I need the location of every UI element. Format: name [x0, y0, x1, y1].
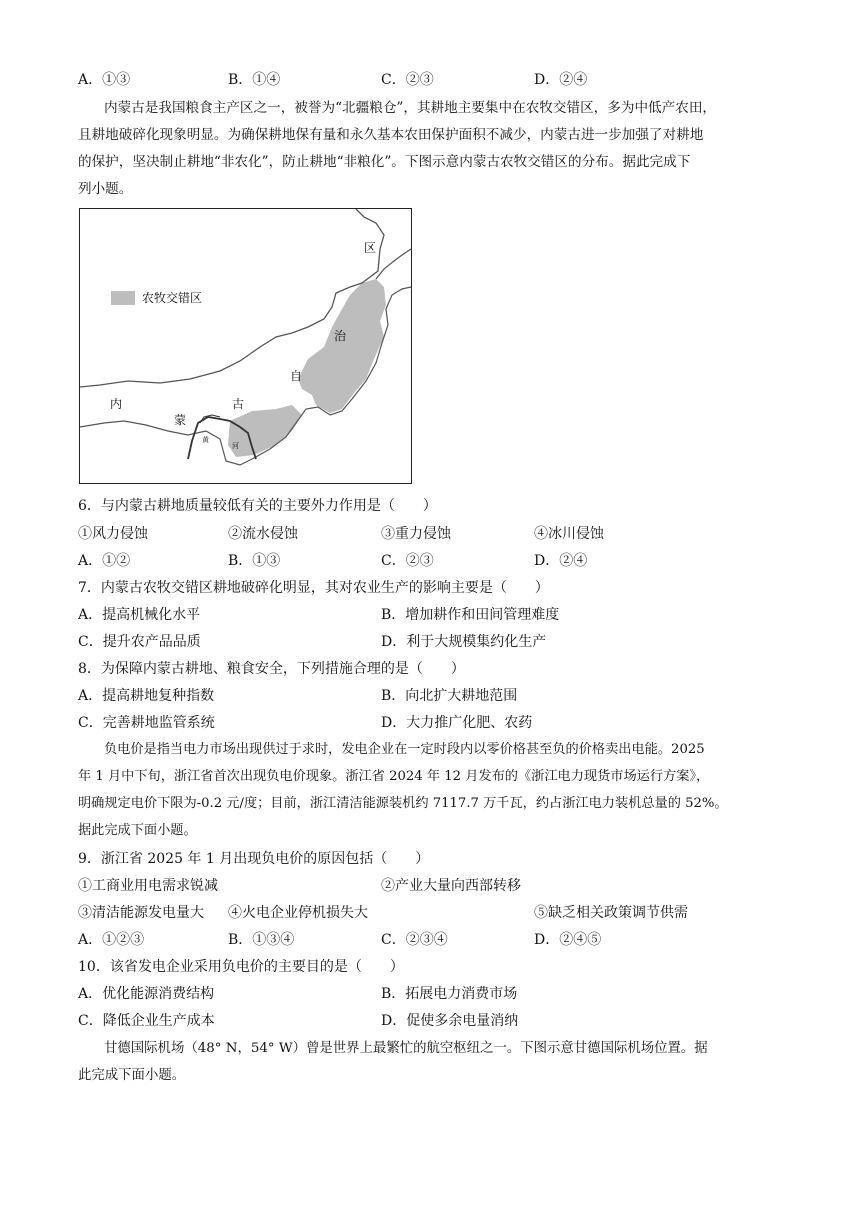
passage2-line: 年 1 月中下旬，浙江省首次出现负电价现象。浙江省 2024 年 12 月发布的《浙江电力现货市场运行方案》，	[78, 769, 710, 784]
option-d: D．②④	[534, 72, 588, 88]
region-char: 自	[290, 369, 303, 383]
question-8-options-row2	[78, 713, 778, 733]
item: ③清洁能源发电量大	[78, 905, 204, 921]
question-6-items	[78, 524, 778, 544]
river-char: 河	[232, 442, 239, 450]
passage2-line: 明确规定电价下限为-0.2 元/度；目前，浙江清洁能源装机约 7117.7 万千瓦，约占浙江电力装机总量的 52%。	[78, 796, 728, 811]
passage2-line: 据此完成下面小题。	[78, 823, 197, 838]
national-border-east	[376, 249, 411, 279]
question-10-options-row2	[78, 1011, 778, 1031]
agro-pastoral-zone-ne	[298, 279, 386, 413]
option-c: C．降低企业生产成本	[78, 1013, 215, 1029]
item: ④火电企业停机损失大	[228, 905, 368, 921]
item: ①工商业用电需求锐减	[78, 878, 218, 894]
legend-swatch	[111, 291, 135, 305]
option-b: B．①④	[228, 72, 281, 88]
option-b: B．拓展电力消费市场	[381, 986, 518, 1002]
question-10-stem: 10．该省发电企业采用负电价的主要目的是（ ）	[78, 959, 404, 975]
question-8-options-row1	[78, 686, 778, 706]
question-9-stem: 9．浙江省 2025 年 1 月出现负电价的原因包括（ ）	[78, 851, 430, 867]
inner-mongolia-map	[79, 208, 412, 484]
passage1-line: 的保护，坚决制止耕地“非农化”，防止耕地“非粮化”。下图示意内蒙古农牧交错区的分布。据此完成下	[78, 154, 691, 170]
item: ③重力侵蚀	[381, 526, 451, 542]
option-d: D．②④⑤	[534, 932, 602, 948]
question-9-items-row2	[78, 903, 778, 923]
top-options-row	[78, 70, 778, 90]
map-svg	[80, 209, 411, 483]
option-a: A．①②	[78, 553, 131, 569]
question-6-stem: 6．与内蒙古耕地质量较低有关的主要外力作用是（ ）	[78, 498, 437, 514]
item: ②产业大量向西部转移	[381, 878, 521, 894]
option-a: A．优化能源消费结构	[78, 986, 215, 1002]
option-c: C．②③	[381, 553, 434, 569]
region-char: 区	[364, 241, 377, 255]
question-7-options-row1	[78, 605, 778, 625]
legend-label: 农牧交错区	[142, 291, 203, 305]
option-d: D．大力推广化肥、农药	[381, 715, 533, 731]
option-a: A．①②③	[78, 932, 145, 948]
item: ⑤缺乏相关政策调节供需	[534, 905, 688, 921]
option-d: D．②④	[534, 553, 588, 569]
option-c: C．完善耕地监管系统	[78, 715, 215, 731]
region-char: 蒙	[174, 413, 187, 427]
option-a: A．①③	[78, 72, 131, 88]
river-char: 黄	[202, 436, 209, 444]
option-a: A．提高耕地复种指数	[78, 688, 215, 704]
passage3-line: 甘德国际机场（48° N，54° W）曾是世界上最繁忙的航空枢纽之一。下图示意甘德国际机场位置。据	[104, 1041, 708, 1056]
passage1-line: 列小题。	[78, 181, 133, 197]
region-char: 内	[110, 397, 123, 411]
passage1-line: 内蒙古是我国粮食主产区之一，被誉为“北疆粮仓”，其耕地主要集中在农牧交错区，多为中低产农田，	[104, 100, 717, 116]
passage2-line: 负电价是指当电力市场出现供过于求时，发电企业在一定时段内以零价格甚至负的价格卖出电能。2025	[104, 742, 705, 757]
question-7-stem: 7．内蒙古农牧交错区耕地破碎化明显，其对农业生产的影响主要是（ ）	[78, 580, 549, 596]
question-7-options-row2	[78, 632, 778, 652]
question-9-items-row1	[78, 876, 778, 896]
region-char: 治	[334, 329, 347, 343]
option-c: C．②③④	[381, 932, 448, 948]
option-b: B．①③	[228, 553, 281, 569]
option-b: B．①③④	[228, 932, 295, 948]
item: ①风力侵蚀	[78, 526, 148, 542]
option-c: C．②③	[381, 72, 434, 88]
item: ②流水侵蚀	[228, 526, 298, 542]
option-c: C．提升农产品品质	[78, 634, 201, 650]
passage3-line: 此完成下面小题。	[78, 1068, 186, 1083]
item: ④冰川侵蚀	[534, 526, 604, 542]
option-b: B．向北扩大耕地范围	[381, 688, 518, 704]
question-8-stem: 8．为保障内蒙古耕地、粮食安全，下列措施合理的是（ ）	[78, 661, 465, 677]
option-d: D．利于大规模集约化生产	[381, 634, 547, 650]
question-6-options	[78, 551, 778, 571]
question-9-options	[78, 930, 778, 950]
option-d: D．促使多余电量消纳	[381, 1013, 519, 1029]
passage1-line: 且耕地破碎化现象明显。为确保耕地保有量和永久基本农田保护面积不减少，内蒙古进一步加强了对耕地	[78, 127, 704, 143]
option-a: A．提高机械化水平	[78, 607, 201, 623]
option-b: B．增加耕作和田间管理难度	[381, 607, 560, 623]
question-10-options-row1	[78, 984, 778, 1004]
region-char: 古	[232, 397, 245, 411]
